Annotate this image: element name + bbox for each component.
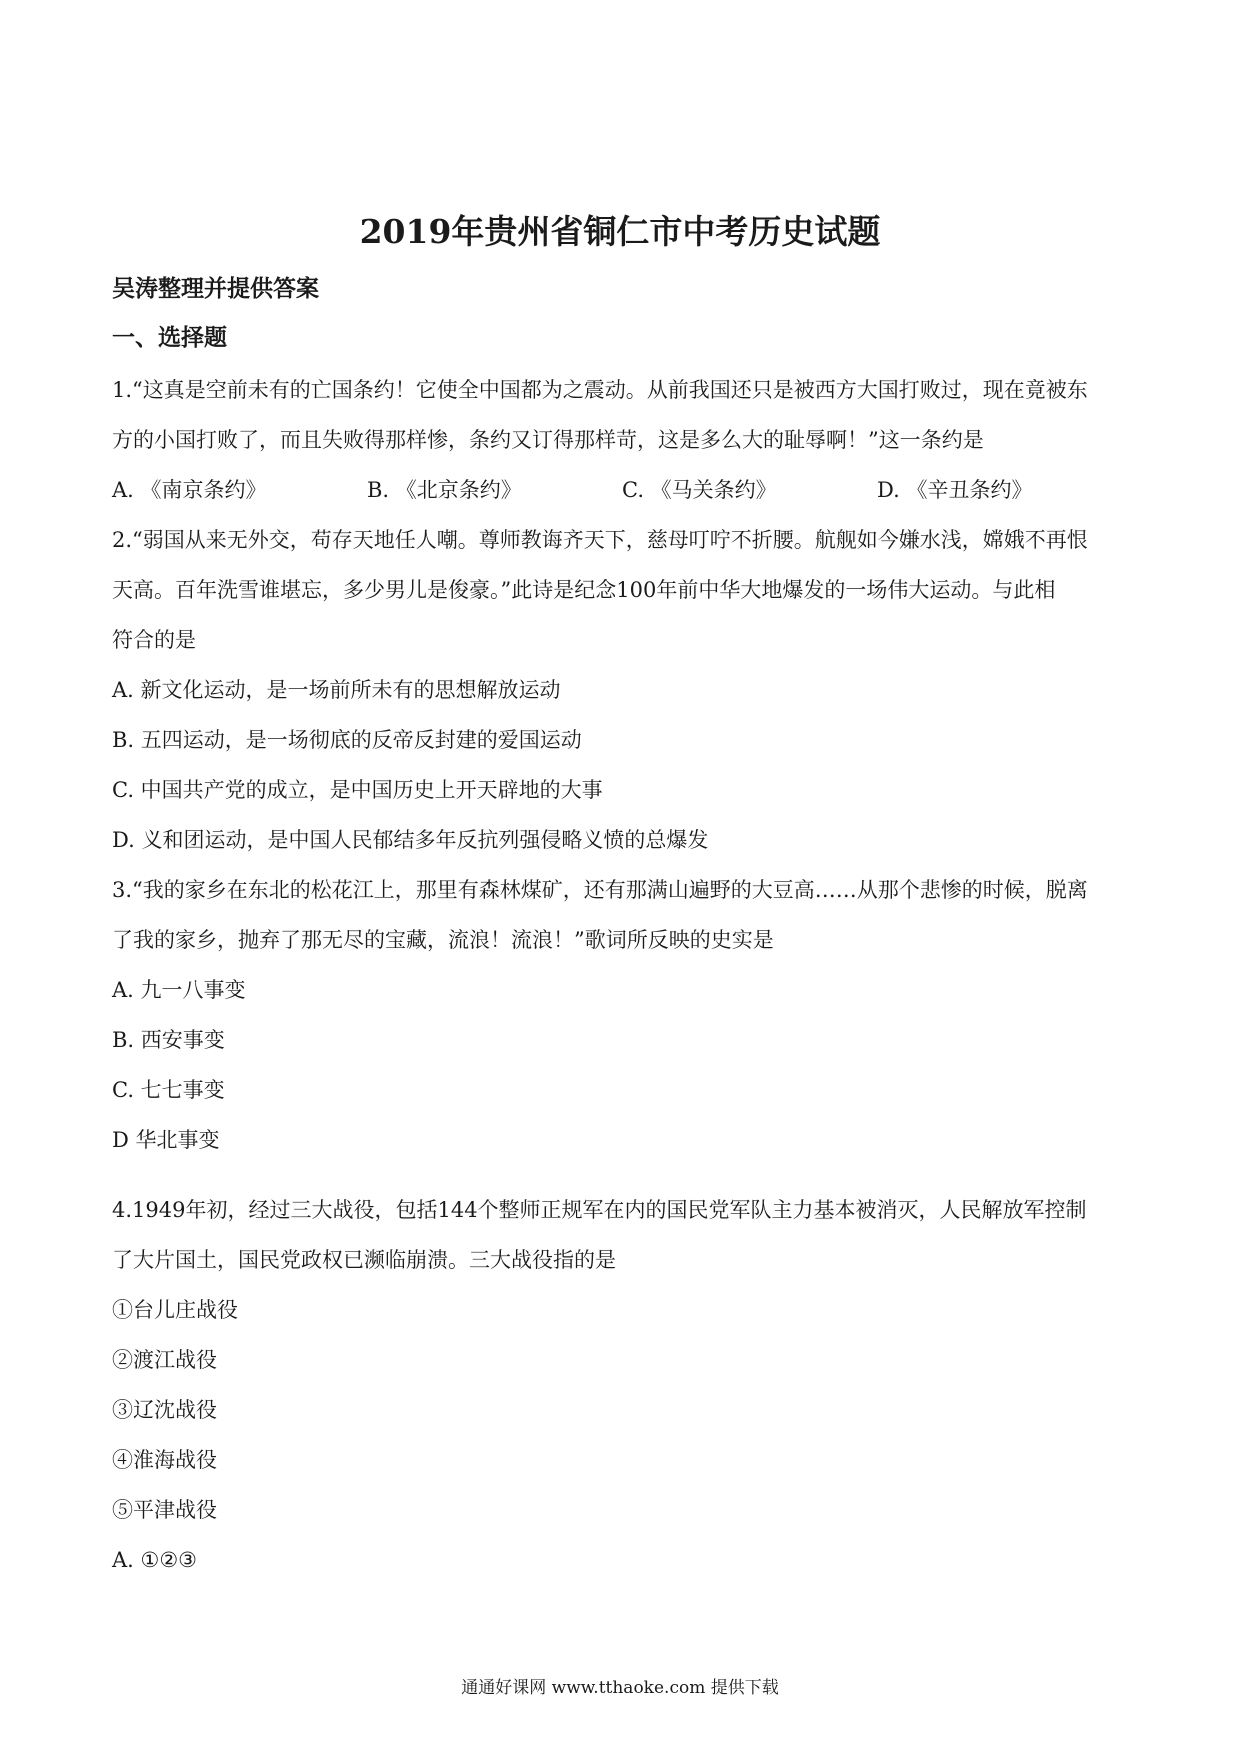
question-3-option-c: C. 七七事变 [112, 1078, 225, 1102]
question-1-option-b: B. 《北京条约》 [367, 478, 522, 502]
question-2-stem-line-1: 2.“弱国从来无外交，苟存天地任人嘲。尊师教诲齐天下，慈母叮咛不折腰。航舰如今嫌水浅，嫦娥不再恨 [112, 528, 1088, 552]
question-2-option-c: C. 中国共产党的成立，是中国历史上开天辟地的大事 [112, 778, 603, 802]
question-3-option-b: B. 西安事变 [112, 1028, 225, 1052]
question-1-option-a: A. 《南京条约》 [112, 478, 267, 502]
section-heading: 一、选择题 [112, 325, 227, 351]
question-1-stem-line-1: 1.“这真是空前未有的亡国条约！它使全中国都为之震动。从前我国还只是被西方大国打败过，现在竟被东 [112, 378, 1088, 402]
question-2-stem-line-2: 天高。百年洗雪谁堪忘，多少男儿是俊豪。”此诗是纪念100年前中华大地爆发的一场伟大运动。与此相 [112, 578, 1056, 602]
question-4-stem-line-1: 4.1949年初，经过三大战役，包括144个整师正规军在内的国民党军队主力基本被消灭，人民解放军控制 [112, 1198, 1087, 1222]
question-4-item-2: ②渡江战役 [112, 1348, 217, 1372]
question-2-option-a: A. 新文化运动，是一场前所未有的思想解放运动 [112, 678, 561, 702]
question-3-option-a: A. 九一八事变 [112, 978, 246, 1002]
question-3-option-d: D 华北事变 [112, 1128, 220, 1152]
question-4-stem-line-2: 了大片国土，国民党政权已濒临崩溃。三大战役指的是 [112, 1248, 616, 1272]
question-4-item-1: ①台儿庄战役 [112, 1298, 238, 1322]
question-2-stem-line-3: 符合的是 [112, 628, 196, 652]
question-4-item-5: ⑤平津战役 [112, 1498, 217, 1522]
author-line: 吴涛整理并提供答案 [112, 276, 319, 302]
question-3-stem-line-1: 3.“我的家乡在东北的松花江上，那里有森林煤矿，还有那满山遍野的大豆高……从那个悲惨的时候，脱离 [112, 878, 1088, 902]
question-4-item-4: ④淮海战役 [112, 1448, 217, 1472]
page-title: 2019年贵州省铜仁市中考历史试题 [359, 212, 881, 251]
question-4-option-a: A. ①②③ [112, 1548, 197, 1572]
question-1-stem-line-2: 方的小国打败了，而且失败得那样惨，条约又订得那样苛，这是多么大的耻辱啊！”这一条约是 [112, 428, 984, 452]
question-1-option-d: D. 《辛丑条约》 [877, 478, 1033, 502]
question-2-option-b: B. 五四运动，是一场彻底的反帝反封建的爱国运动 [112, 728, 582, 752]
question-4-item-3: ③辽沈战役 [112, 1398, 217, 1422]
page-footer: 通通好课网 www.tthaoke.com 提供下载 [461, 1678, 779, 1698]
question-1-option-c: C. 《马关条约》 [622, 478, 777, 502]
question-3-stem-line-2: 了我的家乡，抛弃了那无尽的宝藏，流浪！流浪！”歌词所反映的史实是 [112, 928, 774, 952]
question-2-option-d: D. 义和团运动，是中国人民郁结多年反抗列强侵略义愤的总爆发 [112, 828, 709, 852]
